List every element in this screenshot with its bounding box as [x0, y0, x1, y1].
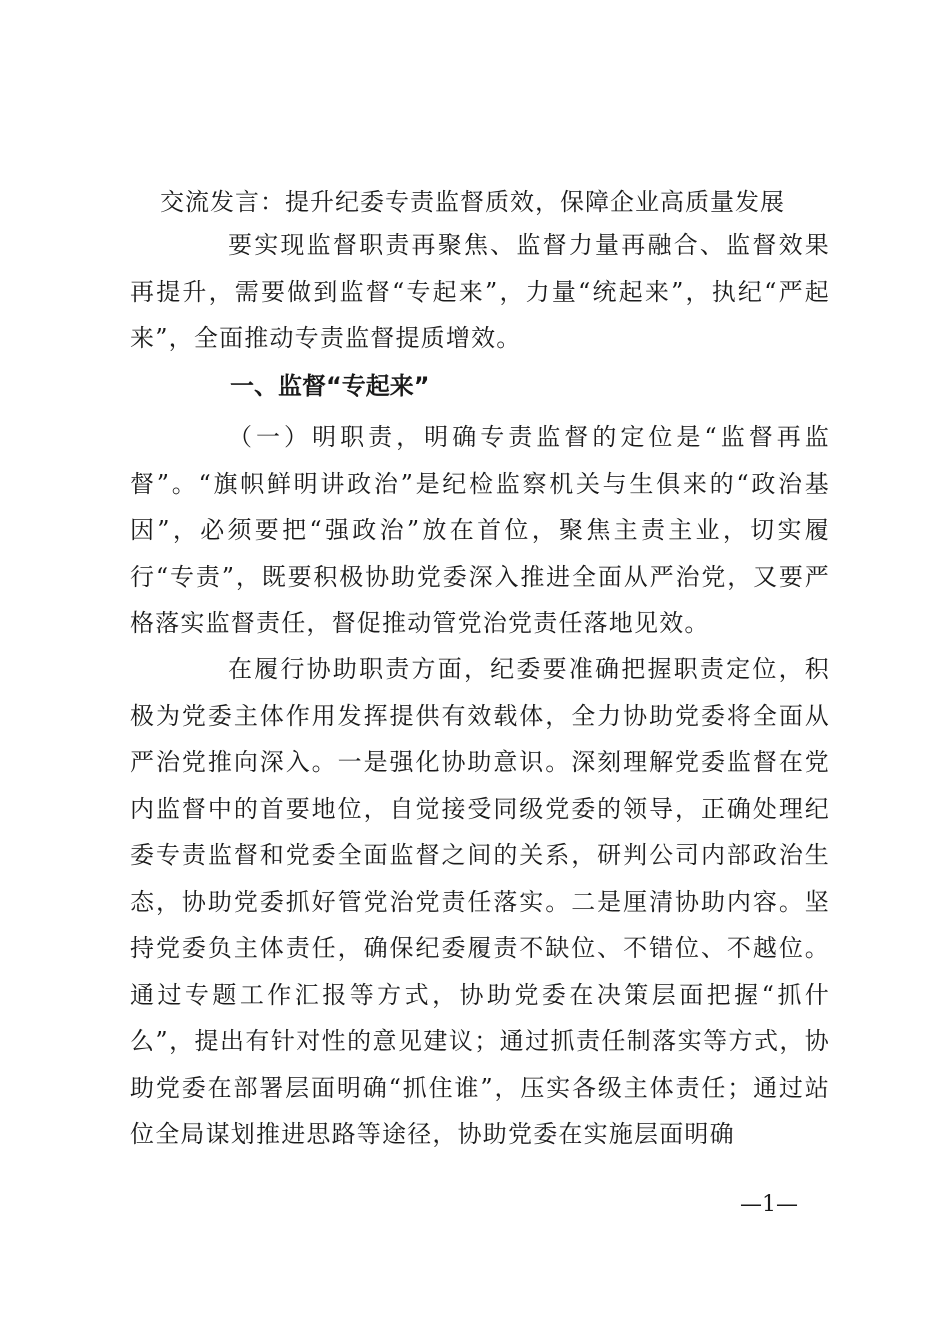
document-title: 交流发言：提升纪委专责监督质效，保障企业高质量发展 [160, 188, 785, 216]
intro-paragraph: 要实现监督职责再聚焦、监督力量再融合、监督效果再提升，需要做到监督“专起来”，力量“统起来”，执纪“严起来”，全面推动专责监督提质增效。 [130, 231, 830, 352]
body-paragraph-1: （一）明职责，明确专责监督的定位是“监督再监督”。“旗帜鲜明讲政治”是纪检监察机关与生俱来的“政治基因”，必须要把“强政治”放在首位，聚焦主责主业，切实履行“专责”，既要积极协助党委深入推进全面从严治党，又要严格落实监督责任，督促推动管党治党责任落地见效。 [130, 423, 830, 637]
page-number: —1— [740, 1192, 798, 1217]
section-heading: 一、监督“专起来” [230, 372, 430, 400]
body-paragraph-2: 在履行协助职责方面，纪委要准确把握职责定位，积极为党委主体作用发挥提供有效载体，全力协助党委将全面从严治党推向深入。一是强化协助意识。深刻理解党委监督在党内监督中的首要地位，自觉接受同级党委的领导，正确处理纪委专责监督和党委全面监督之间的关系，研判公司内部政治生态，协助党委抓好管党治党责任落实。二是厘清协助内容。坚持党委负主体责任，确保纪委履责不缺位、不错位、不越位。通过专题工作汇报等方式，协助党委在决策层面把握“抓什么”，提出有针对性的意见建议；通过抓责任制落实等方式，协助党委在部署层面明确“抓住谁”，压实各级主体责任；通过站位全局谋划推进思路等途径，协助党委在实施层面明确 [130, 655, 830, 1148]
